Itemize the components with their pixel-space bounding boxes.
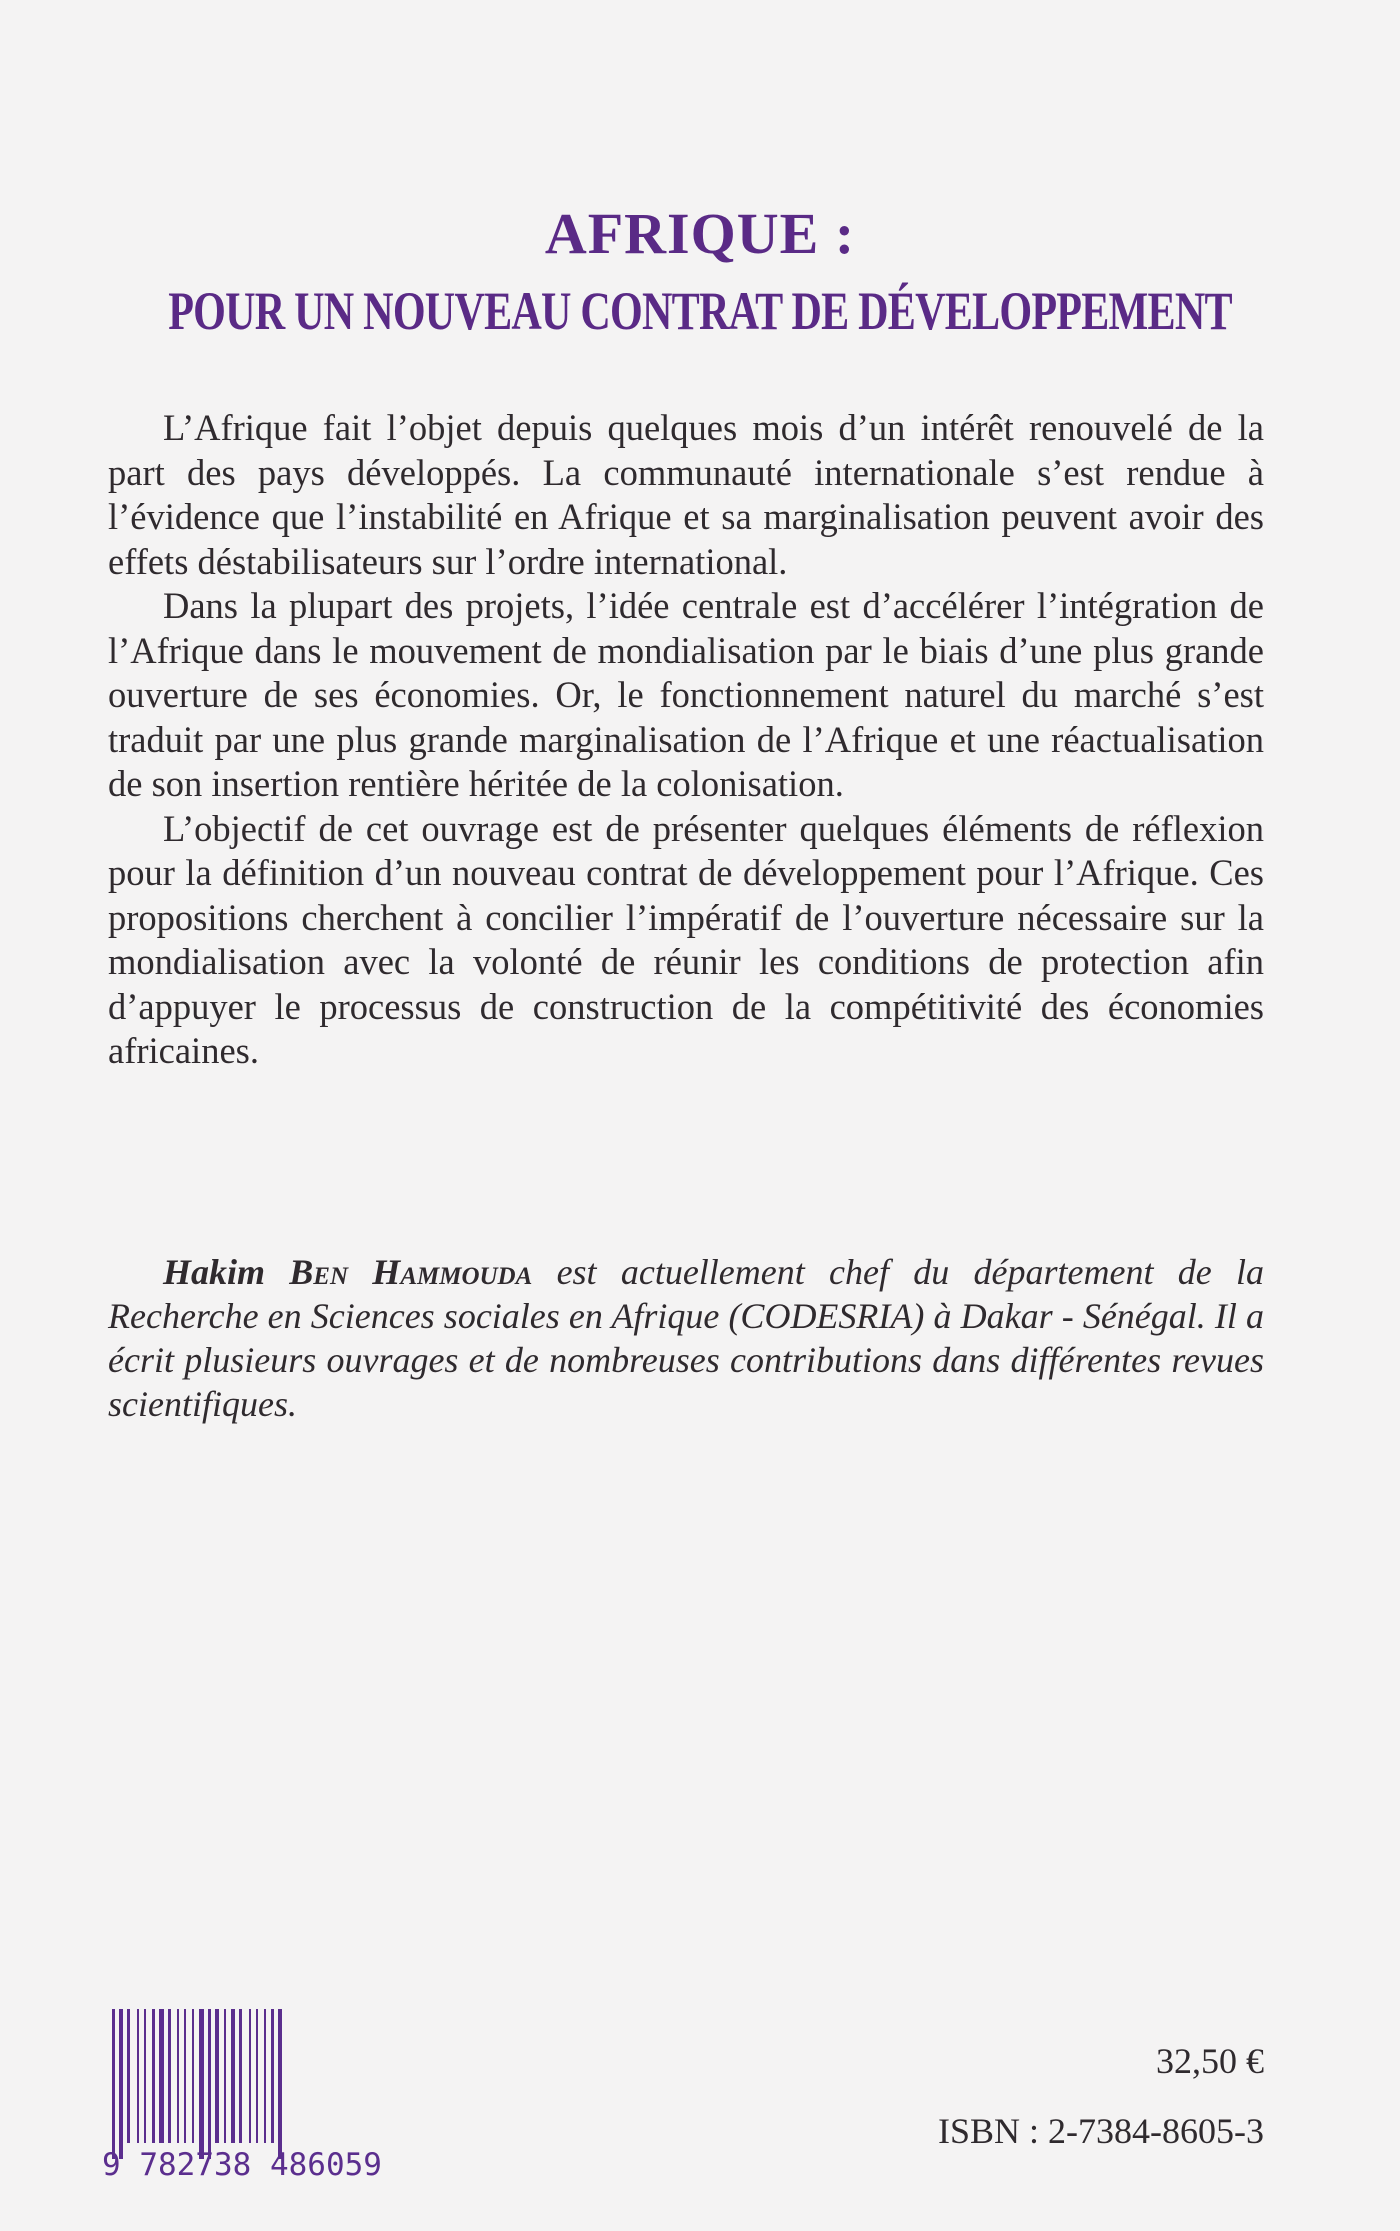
barcode-bar: [152, 2009, 155, 2143]
author-last-name: Ben Hammouda: [289, 1252, 533, 1292]
barcode-bar: [199, 2009, 204, 2159]
summary-paragraph: L’Afrique fait l’objet depuis quelques mois d’un intérêt renouvelé de la part des pays développés. La communauté internationale s’est rendue à l’évidence que l’instabilité en Afrique et sa marginalisation peuvent avoir des effets déstabilisateurs sur l’ordre international.: [108, 407, 1264, 582]
barcode-bar: [112, 2009, 115, 2159]
summary-text: [108, 406, 1264, 1074]
barcode-bar: [127, 2009, 130, 2143]
isbn: ISBN : 2-7384-8605-3: [938, 2111, 1264, 2151]
barcode-bar: [184, 2009, 186, 2143]
barcode-digits: 9 782738 486059: [102, 2147, 382, 2183]
author-bio-text: est actuellement chef du département de la Recherche en Sciences sociales en Afrique (CODESRIA) à Dakar - Sénégal. Il a écrit plusieurs ouvrages et de nombreuses contributions dans différentes revues scientifiques.: [108, 1252, 1265, 1424]
barcode-bar: [271, 2009, 274, 2143]
barcode-bar: [264, 2009, 266, 2143]
title-line-1: AFRIQUE :: [544, 201, 856, 266]
barcode-bar: [177, 2009, 179, 2143]
barcode-bar: [168, 2009, 171, 2143]
author-first-name: Hakim: [163, 1252, 266, 1292]
barcode-bar: [192, 2009, 194, 2143]
barcode-bar: [215, 2009, 219, 2143]
title-line-2: POUR UN NOUVEAU CONTRAT DE DÉVELOPPEMENT: [168, 281, 1232, 341]
summary-paragraph: L’objectif de cet ouvrage est de présenter quelques éléments de réflexion pour la définition d’un nouveau contrat de développement pour l’Afrique. Ces propositions cherchent à concilier l’impératif de l’ouverture nécessaire sur la mondialisation avec la volonté de réunir les conditions de protection afin d’appuyer le processus de construction de la compétitivité des économies africaines.: [108, 807, 1264, 1071]
barcode-bar: [239, 2009, 242, 2143]
barcode: [100, 2005, 400, 2185]
barcode-bar: [137, 2009, 139, 2143]
barcode-bar: [278, 2009, 282, 2159]
barcode-bar: [231, 2009, 235, 2143]
barcode-bar: [256, 2009, 258, 2143]
author-bio: [108, 1250, 1264, 1426]
barcode-bar: [208, 2009, 211, 2159]
barcode-bar: [159, 2009, 164, 2143]
barcode-bar: [119, 2009, 123, 2159]
barcode-bar: [224, 2009, 226, 2143]
barcode-bar: [144, 2009, 146, 2143]
barcode-bar: [249, 2009, 251, 2143]
summary-paragraph: Dans la plupart des projets, l’idée centrale est d’accélérer l’intégration de l’Afrique dans le mouvement de mondialisation par le biais d’une plus grande ouverture de ses économies. Or, le fonctionnement naturel du marché s’est traduit par une plus grande marginalisation de l’Afrique et une réactualisation de son insertion rentière héritée de la colonisation.: [108, 585, 1264, 804]
price: 32,50 €: [1156, 2041, 1264, 2081]
barcode-graphic: [100, 2005, 400, 2185]
